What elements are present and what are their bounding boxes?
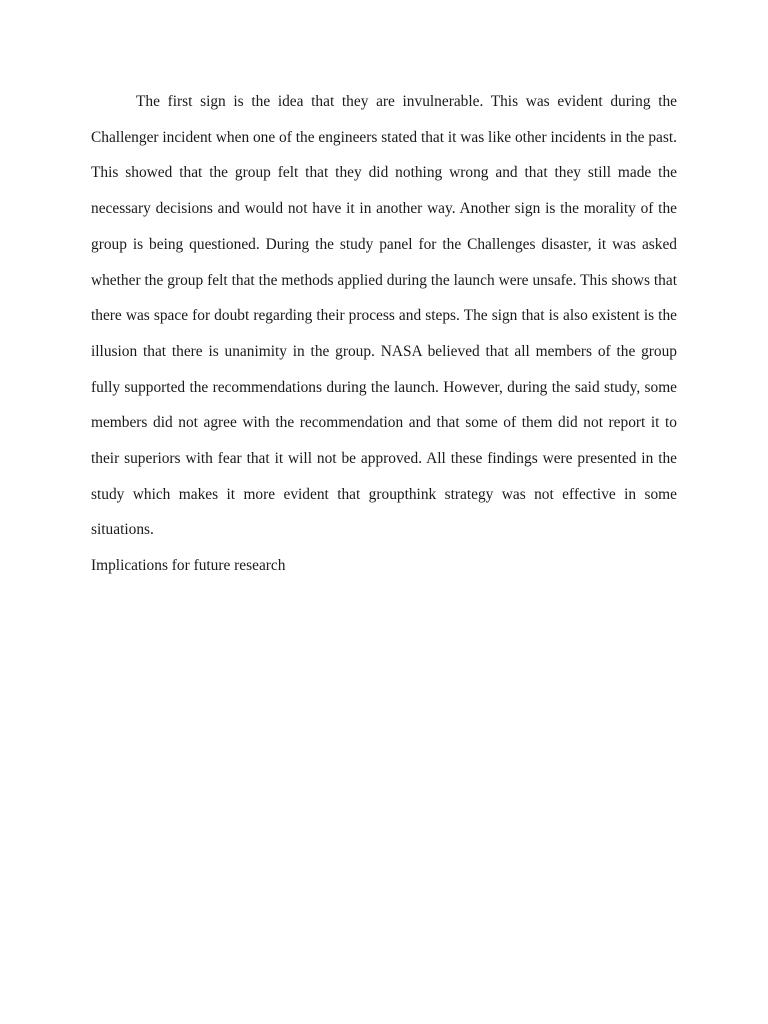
body-paragraph: The first sign is the idea that they are invulnerable. This was evident during the Challenger incident when one of the engineers stated that it was like other incidents in the past. This showed that the group felt that they did nothing wrong and that they still made the necessary decisions and would not have it in another way. Another sign is the morality of the group is being questioned. During the study panel for the Challenges disaster, it was asked whether the group felt that the methods applied during the launch were unsafe. This shows that there was space for doubt regarding their process and steps. The sign that is also existent is the illusion that there is unanimity in the group. NASA believed that all members of the group fully supported the recommendations during the launch. However, during the said study, some members did not agree with the recommendation and that some of them did not report it to their superiors with fear that it will not be approved. All these findings were presented in the study which makes it more evident that groupthink strategy was not effective in some situations.: [91, 93, 677, 539]
section-heading: Implications for future research: [91, 557, 286, 575]
document-body: [91, 84, 677, 584]
